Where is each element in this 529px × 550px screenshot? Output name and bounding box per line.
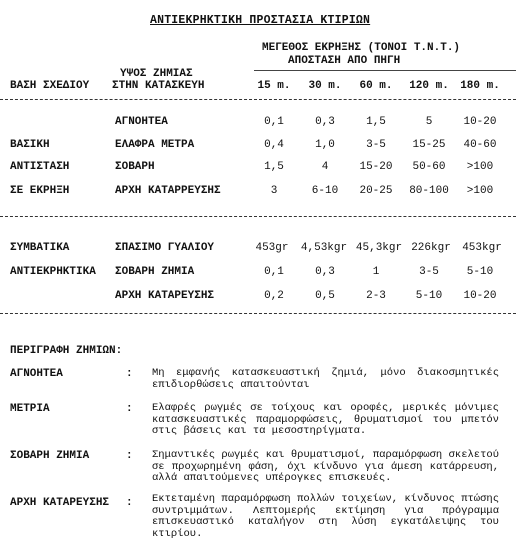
table-cell: 226kgr xyxy=(411,242,451,254)
table-cell: 3-5 xyxy=(419,266,439,278)
description-text: Σημαντικές ρωγμές και θρυματισμοί, παραμόρφωση σκελετού σε προχωρημένη φάση, όχι κίνδυνο για άμεση κατάρρευση, αλλά απαιτούμενες υπέρογκες επισκευές. xyxy=(152,449,499,484)
description-colon: : xyxy=(126,368,133,380)
explosion-size-header: ΜΕΓΕΘΟΣ ΕΚΡΗΞΗΣ (ΤΟΝΟΙ Τ.Ν.Τ.) xyxy=(262,42,461,54)
table-cell: 4 xyxy=(321,161,329,173)
distance-col-60: 60 m. xyxy=(359,80,393,92)
description-term: ΑΡΧΗ ΚΑΤΑΡΕΥΣΗΣ xyxy=(10,497,110,509)
table-cell: 1,5 xyxy=(264,161,284,173)
table-cell: 0,3 xyxy=(315,266,335,278)
table-cell: 20-25 xyxy=(359,185,393,197)
table-cell: 1,5 xyxy=(366,116,386,128)
table-cell: 50-60 xyxy=(412,161,446,173)
group1-basis-line: ΣΕ ΕΚΡΗΞΗ xyxy=(10,185,70,197)
table-cell: 0,4 xyxy=(264,139,284,151)
design-basis-header: ΒΑΣΗ ΣΧΕΔΙΟΥ xyxy=(10,80,90,92)
table-cell: 2-3 xyxy=(366,290,386,302)
page-title: ΑΝΤΙΕΚΡΗΚΤΙΚΗ ΠΡΟΣΤΑΣΙΑ ΚΤΙΡΙΩΝ xyxy=(150,14,371,27)
header-underline xyxy=(254,70,516,71)
description-term: ΜΕΤΡΙΑ xyxy=(10,403,50,415)
table-cell: 15-25 xyxy=(412,139,446,151)
table-cell: 0,2 xyxy=(264,290,284,302)
group1-basis-line: ΑΝΤΙΣΤΑΣΗ xyxy=(10,161,70,173)
description-colon: : xyxy=(126,403,133,415)
table-cell: 1 xyxy=(372,266,380,278)
table-cell: 0,3 xyxy=(315,116,335,128)
table-cell: 4,53kgr xyxy=(300,242,348,254)
damage-level-label: ΑΡΧΗ ΚΑΤΑΡΕΥΣΗΣ xyxy=(115,290,215,302)
damage-level-label: ΣΟΒΑΡΗ xyxy=(115,161,155,173)
damage-level-label: ΕΛΑΦΡΑ ΜΕΤΡΑ xyxy=(115,139,195,151)
table-cell: 5-10 xyxy=(466,266,494,278)
damage-level-label: ΣΠΑΣΙΜΟ ΓΥΑΛΙΟΥ xyxy=(115,242,215,254)
table-cell: 80-100 xyxy=(409,185,449,197)
distance-col-120: 120 m. xyxy=(409,80,449,92)
table-cell: 45,3kgr xyxy=(355,242,403,254)
description-term: ΑΓΝΟΗΤΕΑ xyxy=(10,368,63,380)
table-cell: >100 xyxy=(466,161,494,173)
descriptions-heading: ΠΕΡΙΓΡΑΦΗ ΖΗΜΙΩΝ: xyxy=(10,345,123,357)
table-cell: 1,0 xyxy=(315,139,335,151)
table-cell: 453kgr xyxy=(462,242,502,254)
table-bottom-divider xyxy=(0,313,516,314)
table-cell: 0,1 xyxy=(264,116,284,128)
group-divider xyxy=(0,216,516,217)
table-cell: 10-20 xyxy=(463,116,497,128)
damage-level-label: ΑΡΧΗ ΚΑΤΑΡΡΕΥΣΗΣ xyxy=(115,185,221,197)
description-colon: : xyxy=(126,450,133,462)
table-cell: 3 xyxy=(270,185,278,197)
table-cell: 0,5 xyxy=(315,290,335,302)
group2-basis-line: ΑΝΤΙΕΚΡΗΚΤΙΚΑ xyxy=(10,266,96,278)
table-cell: 453gr xyxy=(255,242,289,254)
distance-col-30: 30 m. xyxy=(308,80,342,92)
table-cell: 6-10 xyxy=(311,185,339,197)
damage-level-header-line1: ΥΨΟΣ ΖΗΜΙΑΣ xyxy=(120,68,193,80)
damage-level-header-line2: ΣΤΗΝ ΚΑΤΑΣΚΕΥΗ xyxy=(112,80,205,92)
group2-basis-line: ΣΥΜΒΑΤΙΚΑ xyxy=(10,242,70,254)
distance-col-15: 15 m. xyxy=(257,80,291,92)
header-divider xyxy=(0,99,516,100)
table-cell: >100 xyxy=(466,185,494,197)
table-cell: 10-20 xyxy=(463,290,497,302)
table-cell: 40-60 xyxy=(463,139,497,151)
distance-header: ΑΠΟΣΤΑΣΗ ΑΠΟ ΠΗΓΗ xyxy=(288,55,401,67)
description-text: Ελαφρές ρωγμές σε τοίχους και οροφές, μερικές μόνιμες κατασκευαστικές παραμορφώσεις, θρυματισμοί του μπετόν στις βάσεις και τα μεσοστηρίγματα. xyxy=(152,402,499,437)
group1-basis-line: ΒΑΣΙΚΗ xyxy=(10,139,50,151)
damage-level-label: ΑΓΝΟΗΤΕΑ xyxy=(115,116,168,128)
description-text: Μη εμφανής κατασκευαστική ζημιά, μόνο διακοσμητικές επιδιορθώσεις απαιτούνται xyxy=(152,367,499,391)
table-cell: 5-10 xyxy=(415,290,443,302)
description-text: Εκτεταμένη παραμόρφωση πολλών τοιχείων, κίνδυνος πτώσης συντριμμάτων. Λεπτομερής εκτίμηση για πρόγραμμα επισκευαστικό καταλήγον στη λύση εγκατάλειψης του κτιρίου. xyxy=(152,493,499,540)
distance-col-180: 180 m. xyxy=(460,80,500,92)
damage-level-label: ΣΟΒΑΡΗ ΖΗΜΙΑ xyxy=(115,266,195,278)
table-cell: 5 xyxy=(425,116,433,128)
table-cell: 3-5 xyxy=(366,139,386,151)
table-cell: 0,1 xyxy=(264,266,284,278)
description-colon: : xyxy=(126,497,133,509)
description-term: ΣΟΒΑΡΗ ΖΗΜΙΑ xyxy=(10,450,90,462)
table-cell: 15-20 xyxy=(359,161,393,173)
